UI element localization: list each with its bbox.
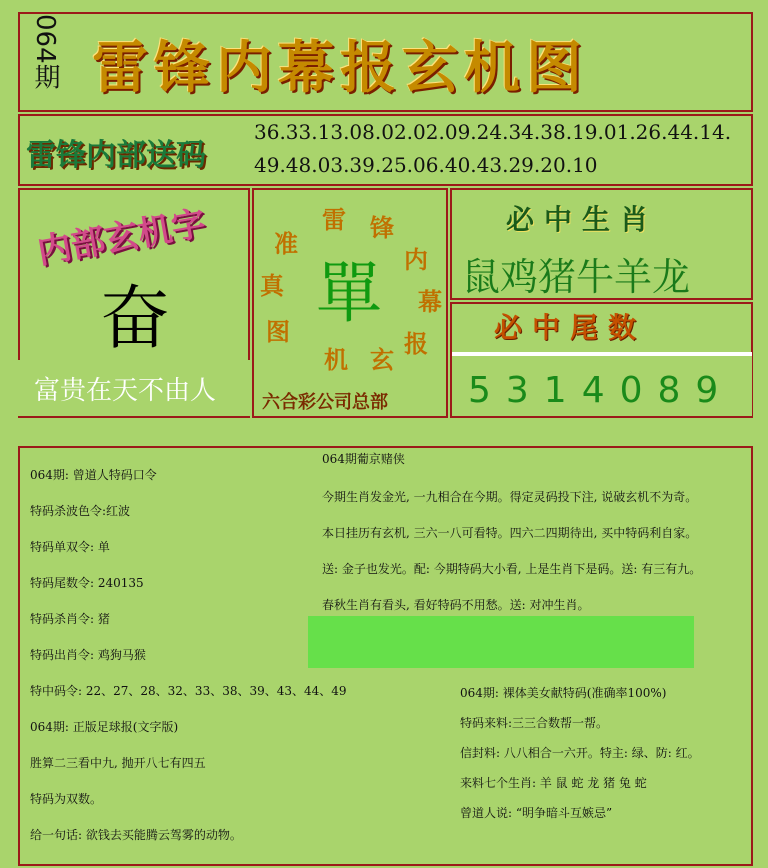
green-block [308, 616, 694, 668]
zodiac-value: 鼠鸡猪牛羊龙 [462, 255, 691, 299]
tail-title: 必中尾数 [494, 311, 647, 344]
left-line-3: 特码单双令: 单 [30, 540, 110, 554]
right-bottom-line-1: 064期: 裸体美女献特码(准确率100%) [460, 686, 667, 700]
right-bottom-line-4: 来料七个生肖: 羊 鼠 蛇 龙 猪 兔 蛇 [460, 776, 647, 790]
left-line-9: 胜算二三看中九, 抛开八七有四五 [30, 756, 206, 770]
right-bottom-line-3: 信封料: 八八相合一六开。特主: 绿、防: 红。 [460, 746, 700, 760]
ring-char-4: 幕 [418, 287, 442, 316]
inner-char: 奋 [100, 277, 170, 359]
right-top-line-1: 今期生肖发金光, 一九相合在今期。得定灵码投下注, 说破玄机不为奇。 [322, 490, 698, 504]
ring-char-9: 真 [260, 271, 284, 300]
right-bottom-line-2: 特码来料:三三合数帮一帮。 [460, 716, 609, 730]
ring-char-2: 锋 [370, 213, 394, 242]
left-line-6: 特码出肖令: 鸡狗马猴 [30, 648, 146, 662]
center-footer: 六合彩公司总部 [262, 392, 388, 413]
left-line-2: 特码杀波色令:红波 [30, 504, 131, 518]
ring-char-8: 图 [266, 317, 290, 346]
right-top-line-2: 本日挂历有玄机, 三六一八可看特。四六二四期待出, 买中特码利自家。 [322, 526, 698, 540]
right-bottom-line-5: 曾道人说: “明争暗斗互嫉忌” [460, 806, 613, 820]
page-title: 雷锋内幕报玄机图 [92, 35, 588, 101]
tail-value: 5314089 [468, 370, 734, 411]
inner-title: 内部玄机字 [34, 203, 209, 273]
issue-label: 064期 [30, 14, 60, 90]
left-line-5: 特码杀肖令: 猪 [30, 612, 110, 626]
left-line-11: 给一句话: 欲钱去买能腾云驾雾的动物。 [30, 828, 242, 842]
ring-char-10: 准 [274, 229, 298, 258]
ring-char-5: 报 [404, 329, 428, 358]
ring-char-7: 机 [324, 345, 348, 374]
inner-phrase: 富贵在天不由人 [34, 376, 217, 406]
right-top-line-4: 春秋生肖有看头, 看好特码不用愁。送: 对冲生肖。 [322, 598, 590, 612]
left-line-8: 064期: 正版足球报(文字版) [30, 720, 179, 734]
codes-line-1: 36.33.13.08.02.02.09.24.34.38.19.01.26.44.14. [254, 120, 732, 144]
left-line-7: 特中码令: 22、27、28、32、33、38、39、43、44、49 [30, 684, 347, 698]
ring-char-6: 玄 [370, 345, 394, 374]
left-line-4: 特码尾数令: 240135 [30, 576, 144, 590]
zodiac-title: 必中生肖 [506, 203, 659, 236]
right-top-title: 064期葡京赌侠 [322, 452, 405, 466]
codes-label: 雷锋内部送码 [26, 138, 206, 173]
codes-line-2: 49.48.03.39.25.06.40.43.29.20.10 [254, 153, 598, 177]
ring-char-1: 雷 [322, 205, 346, 234]
center-main-char: 單 [316, 255, 382, 332]
left-line-1: 064期: 曾道人特码口令 [30, 468, 157, 482]
ring-char-3: 内 [404, 245, 428, 274]
right-top-line-3: 送: 金子也发光。配: 今期特码大小看, 上是生肖下是码。送: 有三有九。 [322, 562, 702, 576]
left-line-10: 特码为双数。 [30, 792, 103, 806]
